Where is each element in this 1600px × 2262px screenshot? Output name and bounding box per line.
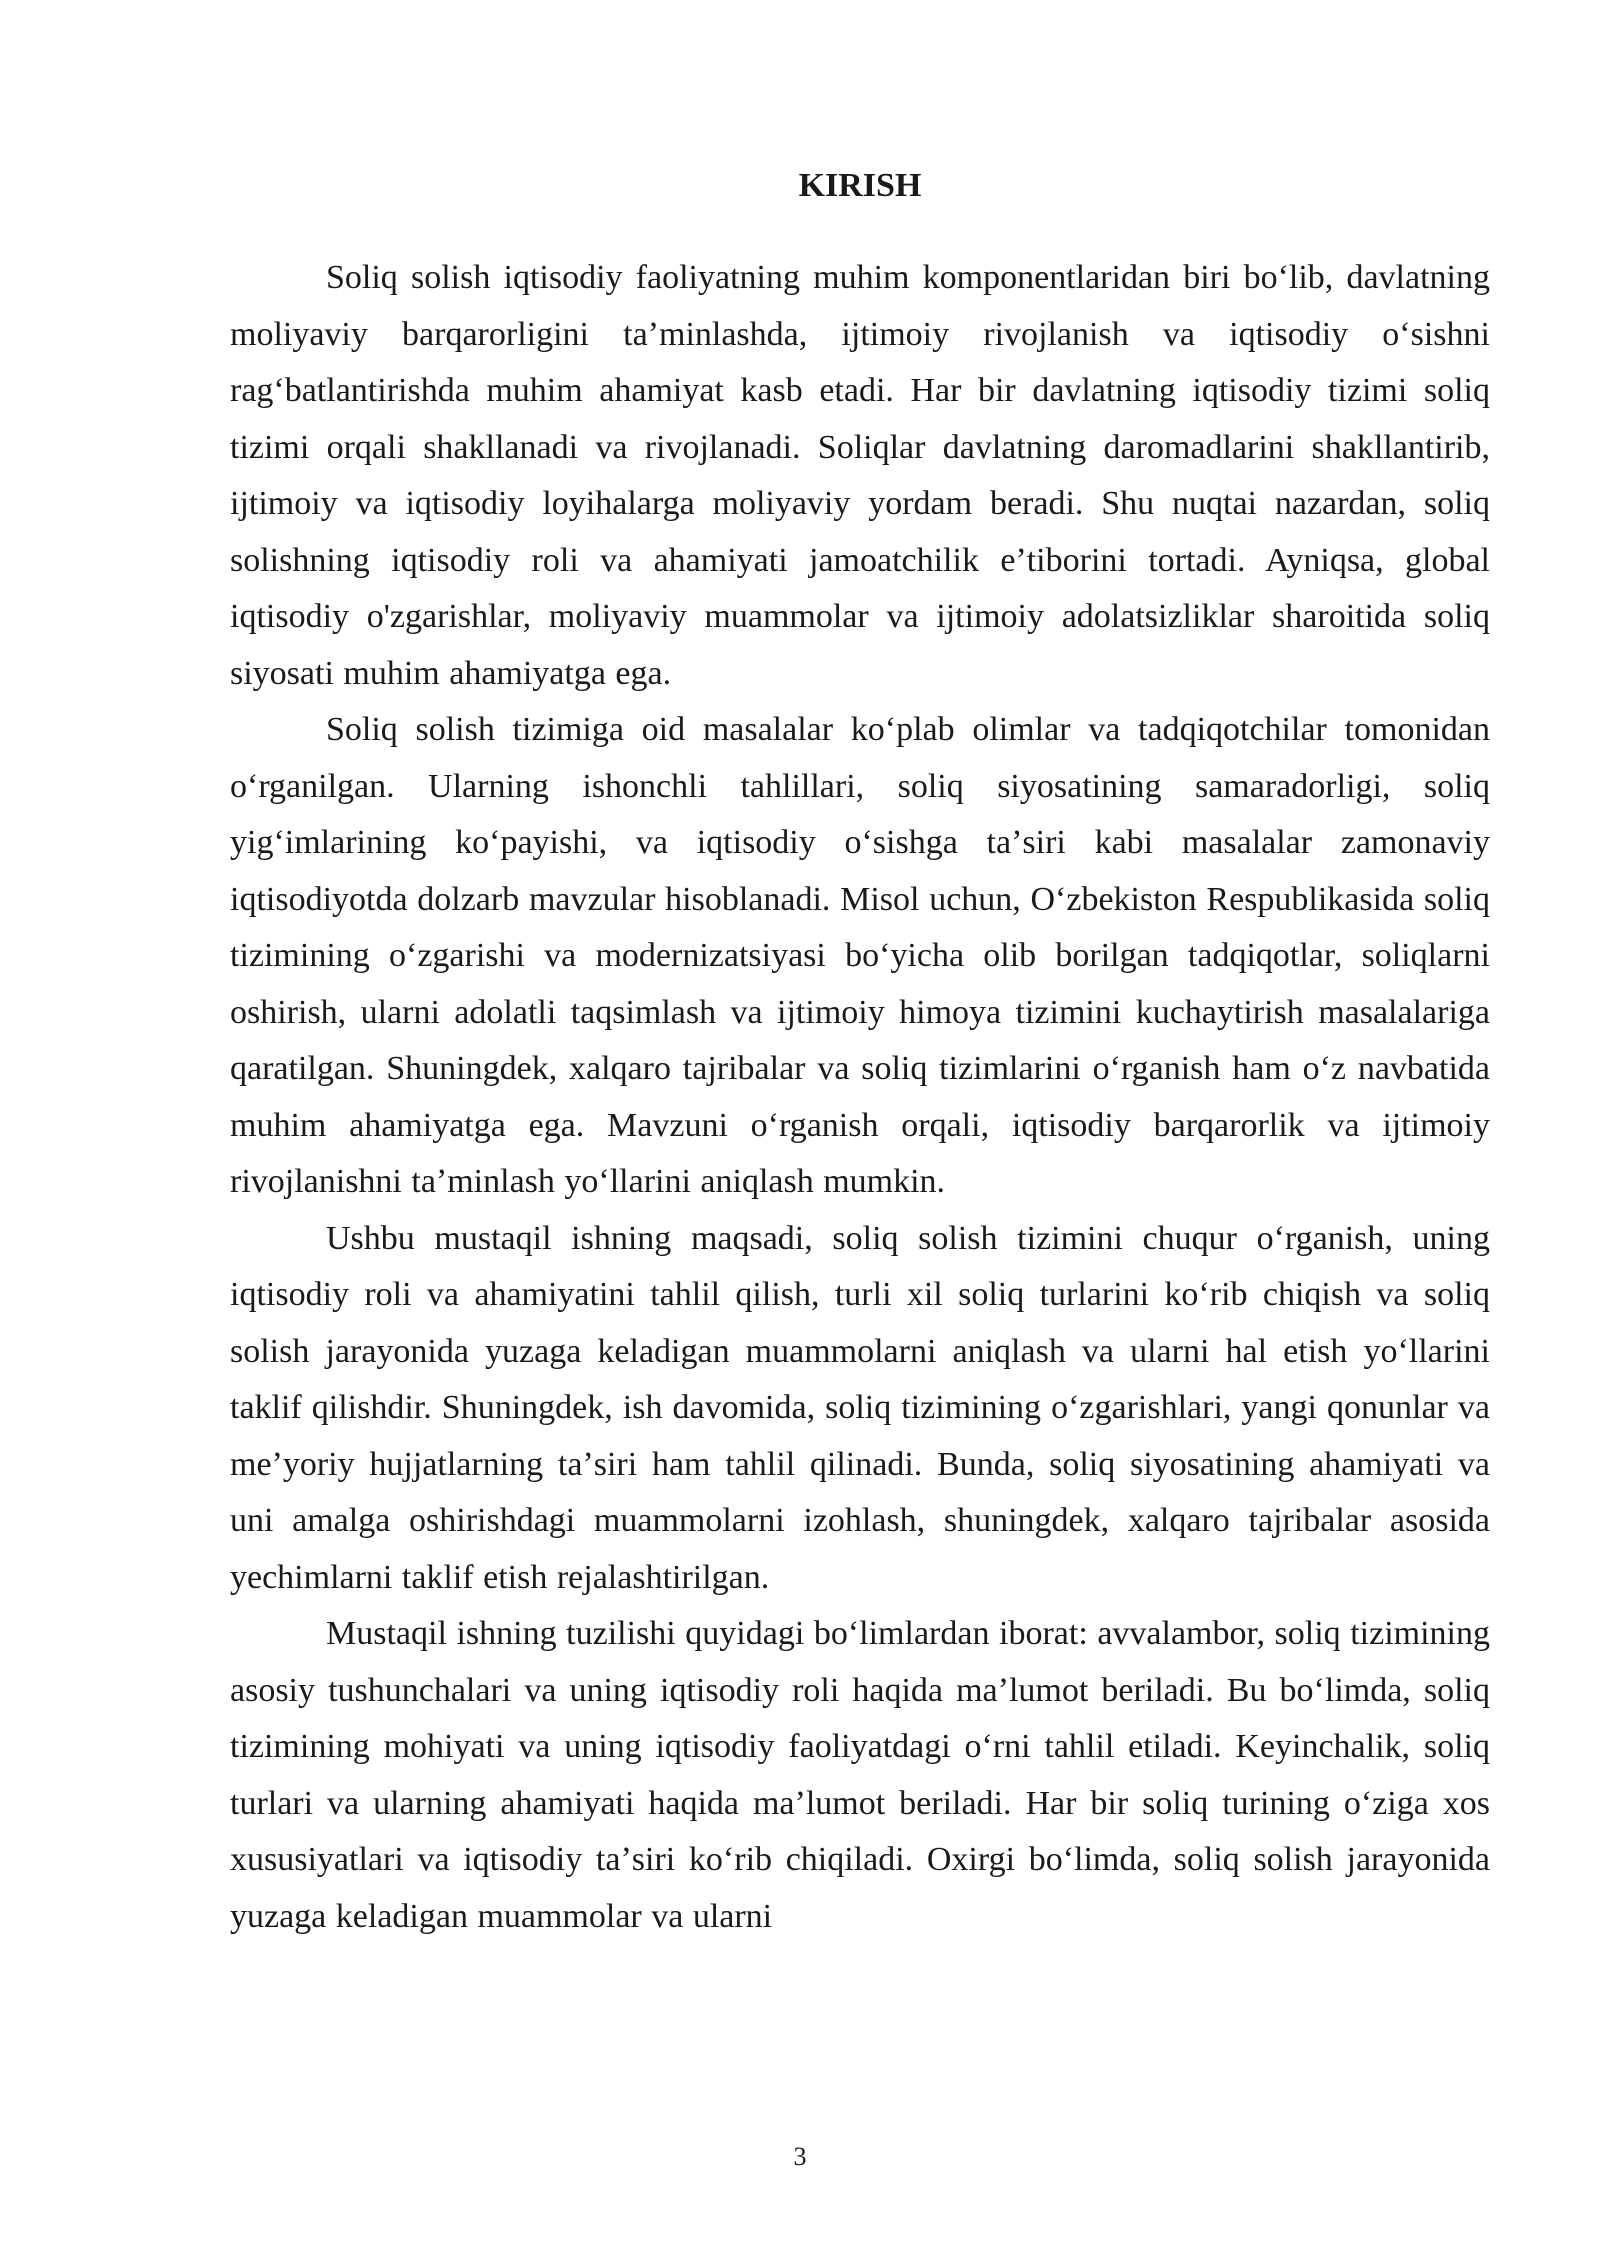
paragraph-4: Mustaqil ishning tuzilishi quyidagi boʻlimlardan iborat: avvalambor, soliq tizimining asosiy tushunchalari va uning iqtisodiy roli haqida maʼlumot beriladi. Bu boʻlimda, soliq tizimining mohiyati va uning iqtisodiy faoliyatdagi oʻrni tahlil etiladi. Keyinchalik, soliq turlari va ularning ahamiyati haqida maʼlumot beriladi. Har bir soliq turining oʻziga xos xususiyatlari va iqtisodiy taʼsiri koʻrib chiqiladi. Oxirgi boʻlimda, soliq solish jarayonida yuzaga keladigan muammolar va ularni	[230, 1615, 1490, 1935]
paragraph-2: Soliq solish tizimiga oid masalalar koʻplab olimlar va tadqiqotchilar tomonidan oʻrganilgan. Ularning ishonchli tahlillari, soliq siyosatining samaradorligi, soliq yigʻimlarining koʻpayishi, va iqtisodiy oʻsishga taʼsiri kabi masalalar zamonaviy iqtisodiyotda dolzarb mavzular hisoblanadi. Misol uchun, Oʻzbekiston Respublikasida soliq tizimining oʻzgarishi va modernizatsiyasi boʻyicha olib borilgan tadqiqotlar, soliqlarni oshirish, ularni adolatli taqsimlash va ijtimoiy himoya tizimini kuchaytirish masalalariga qaratilgan. Shuningdek, xalqaro tajribalar va soliq tizimlarini oʻrganish ham oʻz navbatida muhim ahamiyatga ega. Mavzuni oʻrganish orqali, iqtisodiy barqarorlik va ijtimoiy rivojlanishni taʼminlash yoʻllarini aniqlash mumkin.	[230, 711, 1490, 1200]
page-number: 3	[793, 2142, 807, 2171]
paragraph-1: Soliq solish iqtisodiy faoliyatning muhim komponentlaridan biri boʻlib, davlatning moliyaviy barqarorligini taʼminlashda, ijtimoiy rivojlanish va iqtisodiy oʻsishni ragʻbatlantirishda muhim ahamiyat kasb etadi. Har bir davlatning iqtisodiy tizimi soliq tizimi orqali shakllanadi va rivojlanadi. Soliqlar davlatning daromadlarini shakllantirib, ijtimoiy va iqtisodiy loyihalarga moliyaviy yordam beradi. Shu nuqtai nazardan, soliq solishning iqtisodiy roli va ahamiyati jamoatchilik eʼtiborini tortadi. Ayniqsa, global iqtisodiy o'zgarishlar, moliyaviy muammolar va ijtimoiy adolatsizliklar sharoitida soliq siyosati muhim ahamiyatga ega.	[230, 259, 1490, 692]
paragraph-3: Ushbu mustaqil ishning maqsadi, soliq solish tizimini chuqur oʻrganish, uning iqtisodiy roli va ahamiyatini tahlil qilish, turli xil soliq turlarini koʻrib chiqish va soliq solish jarayonida yuzaga keladigan muammolarni aniqlash va ularni hal etish yoʻllarini taklif qilishdir. Shuningdek, ish davomida, soliq tizimining oʻzgarishlari, yangi qonunlar va meʼyoriy hujjatlarning taʼsiri ham tahlil qilinadi. Bunda, soliq siyosatining ahamiyati va uni amalga oshirishdagi muammolarni izohlash, shuningdek, xalqaro tajribalar asosida yechimlarni taklif etish rejalashtirilgan.	[230, 1219, 1490, 1596]
body-text	[230, 250, 1490, 1945]
section-title: KIRISH	[798, 167, 922, 204]
